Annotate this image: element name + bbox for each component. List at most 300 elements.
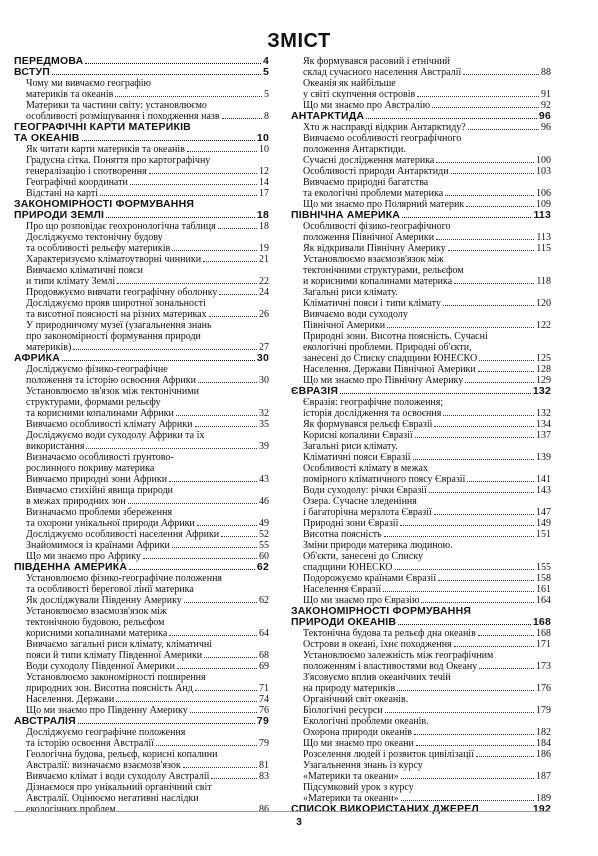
- toc-entry-text: Що ми знаємо про Євразію: [303, 595, 420, 606]
- dot-leader: [432, 107, 539, 108]
- toc-entry-text: Материки та частини світу: установлюємо: [26, 100, 207, 111]
- toc-entry-text: Про що розповідає геохронологічна таблиця: [26, 221, 216, 232]
- toc-entry-text: Біологічні ресурси: [303, 705, 383, 716]
- toc-entry-text: Вивчаємо води суходолу: [303, 309, 408, 320]
- toc-page-number: 83: [259, 771, 269, 782]
- toc-entry[interactable]: [291, 375, 551, 386]
- toc-entry-text: Визначаємо проблеми збереження: [26, 507, 173, 518]
- dot-leader: [479, 668, 534, 669]
- toc-entry[interactable]: [291, 287, 551, 298]
- toc-entry[interactable]: [291, 133, 551, 155]
- toc-page-number: 76: [259, 705, 269, 716]
- toc-page-number: 22: [259, 276, 269, 287]
- toc-page-number: 8: [264, 111, 269, 122]
- toc-entry[interactable]: [291, 749, 551, 760]
- toc-entry[interactable]: [291, 452, 551, 463]
- toc-entry-text: Хто ж насправді відкрив Антарктиду?: [303, 122, 466, 133]
- toc-entry[interactable]: [291, 485, 551, 496]
- toc-page-number: 122: [536, 320, 551, 331]
- toc-entry-text: Відстані на карті: [26, 188, 98, 199]
- toc-entry-text: Охорона природи океанів: [303, 727, 412, 738]
- dot-leader: [204, 657, 257, 658]
- page-title: ЗМІСТ: [267, 30, 331, 52]
- dot-leader: [156, 745, 257, 746]
- toc-entry[interactable]: [291, 331, 551, 364]
- toc-page-number: 103: [536, 166, 551, 177]
- toc-entry-text: Океанія як найбільше: [303, 78, 396, 89]
- toc-page-number: 10: [259, 144, 269, 155]
- toc-entry-text: рослинного покриву материка: [26, 463, 155, 474]
- toc-entry-text: Особливості природи Антарктиди: [303, 166, 449, 177]
- toc-entry-text: Що ми знаємо про Північну Америку: [303, 375, 464, 386]
- dot-leader: [190, 712, 257, 713]
- dot-leader: [115, 96, 262, 97]
- toc-entry-text: Географічні координати: [26, 177, 128, 188]
- toc-entry-text: корисними копалинами материка: [26, 628, 168, 639]
- dot-leader: [467, 481, 534, 482]
- dot-leader: [183, 767, 257, 768]
- toc-entry[interactable]: [291, 573, 551, 584]
- toc-page-number: 173: [536, 661, 551, 672]
- toc-entry[interactable]: [291, 782, 551, 804]
- toc-entry-text: Австралії. Оцінюємо негативні наслідки: [26, 793, 199, 804]
- toc-entry-text: Досліджуємо фізико-географічне: [26, 364, 168, 375]
- toc-entry[interactable]: [291, 441, 551, 452]
- toc-entry-text: Екологічні проблеми океанів.: [303, 716, 429, 727]
- toc-page-number: 139: [536, 452, 551, 463]
- toc-entry-text: СПИСОК ВИКОРИСТАНИХ ДЖЕРЕЛ: [291, 804, 480, 815]
- toc-page-number: 14: [259, 177, 269, 188]
- toc-entry-text: Особливості фізико-географічного: [303, 221, 451, 232]
- toc-page-number: 179: [536, 705, 551, 716]
- toc-entry[interactable]: [291, 727, 551, 738]
- toc-entry-text: У природничому музеї (узагальнення знань: [26, 320, 212, 331]
- dot-leader: [385, 712, 534, 713]
- toc-section-heading[interactable]: [291, 210, 551, 221]
- toc-entry[interactable]: [291, 529, 551, 540]
- toc-entry[interactable]: [14, 78, 269, 100]
- dot-leader: [197, 525, 257, 526]
- toc-entry[interactable]: [14, 320, 269, 353]
- toc-section-heading[interactable]: [14, 562, 269, 573]
- toc-entry-text: положення та історію освоєння Африки: [26, 375, 196, 386]
- toc-entry-text: Як формувався расовий і етнічний: [303, 56, 451, 67]
- toc-page-number: 19: [259, 243, 269, 254]
- toc-entry-text: Особливості клімату в межах: [303, 463, 428, 474]
- toc-section-heading[interactable]: [14, 67, 269, 78]
- toc-page-number: 18: [259, 221, 269, 232]
- toc-entry-text: та екологічні проблеми материка: [303, 188, 444, 199]
- toc-page-number: 141: [536, 474, 551, 485]
- toc-entry[interactable]: [291, 199, 551, 210]
- toc-entry[interactable]: [14, 144, 269, 155]
- toc-entry-text: положенням і властивостями вод Океану: [303, 661, 478, 672]
- toc-entry[interactable]: [291, 397, 551, 419]
- toc-entry[interactable]: [291, 518, 551, 529]
- toc-entry-text: Установлюємо залежність між географічним: [303, 650, 494, 661]
- dot-leader: [195, 426, 258, 427]
- toc-page-number: 132: [532, 385, 551, 397]
- toc-page-number: 125: [536, 353, 551, 364]
- toc-page-number: 32: [259, 408, 269, 419]
- toc-section-heading[interactable]: [14, 353, 269, 364]
- toc-page-number: 158: [536, 573, 551, 584]
- toc-entry-text: Що ми знаємо про Африку: [26, 551, 141, 562]
- toc-entry[interactable]: [291, 243, 551, 254]
- toc-page-number: 35: [259, 419, 269, 430]
- dot-leader: [478, 371, 534, 372]
- dot-leader: [478, 635, 534, 636]
- dot-leader: [116, 701, 257, 702]
- toc-entry[interactable]: [14, 474, 269, 485]
- toc-page-number: 137: [536, 430, 551, 441]
- dot-leader: [434, 514, 534, 515]
- toc-entry-text: у світі скупчення островів: [303, 89, 416, 100]
- toc-entry-text: Установлюємо фізико-географічне положення: [26, 573, 223, 584]
- toc-section-heading[interactable]: [14, 199, 269, 221]
- toc-page-number: 155: [536, 562, 551, 573]
- toc-entry[interactable]: [14, 540, 269, 551]
- toc-entry-text: про закономірності формування природи: [26, 331, 201, 342]
- dot-leader: [86, 448, 257, 449]
- toc-entry[interactable]: [291, 56, 551, 78]
- toc-entry-text: та особливості берегової лінії материка: [26, 584, 194, 595]
- dot-leader: [106, 217, 255, 218]
- toc-page-number: 5: [262, 66, 269, 78]
- dot-leader: [130, 184, 257, 185]
- toc-entry[interactable]: [14, 265, 269, 287]
- toc-entry-text: Що ми знаємо про океани: [303, 738, 414, 749]
- dot-leader: [129, 569, 255, 570]
- toc-entry[interactable]: [291, 122, 551, 133]
- toc-entry[interactable]: [291, 716, 551, 727]
- toc-entry[interactable]: [14, 386, 269, 419]
- toc-entry[interactable]: [14, 595, 269, 606]
- toc-entry-text: Озера. Сучасне зледеніння: [303, 496, 417, 507]
- toc-page-number: 106: [536, 188, 551, 199]
- toc-entry[interactable]: [291, 298, 551, 309]
- toc-entry-text: ЄВРАЗІЯ: [291, 386, 339, 397]
- toc-entry-text: ПІВДЕННА АМЕРИКА: [14, 562, 128, 573]
- toc-entry[interactable]: [291, 496, 551, 518]
- toc-entry-text: особливості розміщування і походження назв: [26, 111, 220, 122]
- toc-entry-text: АФРИКА: [14, 353, 61, 364]
- toc-entry[interactable]: [14, 177, 269, 188]
- toc-entry-text: материків): [26, 342, 72, 353]
- dot-leader: [169, 481, 257, 482]
- dot-leader: [62, 360, 255, 361]
- toc-entry-text: в межах природних зон: [26, 496, 126, 507]
- toc-entry[interactable]: [291, 166, 551, 177]
- dot-leader: [117, 283, 257, 284]
- dot-leader: [416, 745, 534, 746]
- toc-entry-text: Як досліджували Південну Америку: [26, 595, 182, 606]
- toc-entry[interactable]: [291, 628, 551, 639]
- toc-entry-text: Кліматичні пояси і типи клімату: [303, 298, 441, 309]
- toc-page-number: 147: [536, 507, 551, 518]
- toc-entry[interactable]: [14, 573, 269, 595]
- toc-section-heading[interactable]: [14, 716, 269, 727]
- toc-entry-text: положення Антарктиди.: [303, 144, 406, 155]
- dot-leader: [402, 217, 531, 218]
- dot-leader: [476, 756, 534, 757]
- toc-section-heading[interactable]: [291, 111, 551, 122]
- toc-page-number: 62: [256, 561, 269, 573]
- toc-entry-text: Населення. Держави Північної Америки: [303, 364, 476, 375]
- toc-entry-text: Характеризуємо кліматоутворні чинники: [26, 254, 202, 265]
- toc-entry-text: ВСТУП: [14, 67, 50, 78]
- toc-entry[interactable]: [14, 507, 269, 529]
- toc-entry[interactable]: [14, 155, 269, 166]
- toc-page-number: 5: [264, 89, 269, 100]
- dot-leader: [340, 393, 531, 394]
- toc-entry-text: Досліджуємо тектонічну будову: [26, 232, 163, 243]
- toc-page-number: 52: [259, 529, 269, 540]
- dot-leader: [400, 525, 534, 526]
- dot-leader: [454, 283, 534, 284]
- dot-leader: [221, 536, 257, 537]
- toc-entry-text: Узагальнення знань із курсу: [303, 760, 423, 771]
- dot-leader: [401, 800, 534, 801]
- dot-leader: [177, 668, 257, 669]
- toc-page-number: 26: [259, 309, 269, 320]
- toc-entry[interactable]: [291, 78, 551, 100]
- dot-leader: [128, 503, 257, 504]
- toc-page-number: 171: [536, 639, 551, 650]
- toc-entry[interactable]: [291, 540, 551, 573]
- dot-leader: [82, 140, 255, 141]
- dot-leader: [417, 96, 539, 97]
- toc-entry-text: Євразія: географічне положення;: [303, 397, 444, 408]
- dot-leader: [448, 250, 535, 251]
- toc-entry[interactable]: [291, 177, 551, 199]
- dot-leader: [78, 723, 255, 724]
- toc-entry[interactable]: [14, 672, 269, 694]
- toc-entry-text: Досліджуємо води суходолу Африки та їх: [26, 430, 205, 441]
- toc-entry[interactable]: [291, 760, 551, 782]
- toc-entry-text: Висотна поясність: [303, 529, 382, 540]
- dot-leader: [397, 690, 534, 691]
- toc-entry[interactable]: [14, 452, 269, 474]
- toc-entry-text: положення Північної Америки: [303, 232, 435, 243]
- toc-page-number: 161: [536, 584, 551, 595]
- toc-section-heading[interactable]: [291, 386, 551, 397]
- toc-entry[interactable]: [291, 430, 551, 441]
- toc-page-number: 128: [536, 364, 551, 375]
- dot-leader: [451, 173, 534, 174]
- toc-entry-text: и корисними копалинами материка: [303, 276, 453, 287]
- toc-entry-text: Об'єкти, занесені до Списку: [303, 551, 424, 562]
- toc-page-number: 60: [259, 551, 269, 562]
- toc-page-number: 96: [538, 110, 551, 122]
- toc-entry[interactable]: [291, 221, 551, 243]
- toc-entry-text: Установлюємо взаємозв'язок між: [303, 254, 444, 265]
- toc-page-number: 187: [536, 771, 551, 782]
- toc-entry[interactable]: [14, 639, 269, 661]
- toc-entry-text: Острови в океані, їхнє походження: [303, 639, 452, 650]
- toc-entry[interactable]: [14, 661, 269, 672]
- toc-entry-text: Вивчаємо природні багатства: [303, 177, 429, 188]
- toc-entry[interactable]: [291, 650, 551, 672]
- toc-entry[interactable]: [14, 254, 269, 265]
- toc-entry[interactable]: [14, 232, 269, 254]
- toc-entry-text: Північної Америки: [303, 320, 386, 331]
- toc-entry-text: ПЕРЕДМОВА: [14, 56, 84, 67]
- toc-entry-text: та охорони унікальної природи Африки: [26, 518, 195, 529]
- toc-page-number: 192: [532, 803, 551, 815]
- toc-page-number: 39: [259, 441, 269, 452]
- toc-entry[interactable]: [291, 463, 551, 485]
- toc-entry[interactable]: [291, 309, 551, 331]
- dot-leader: [413, 459, 534, 460]
- toc-entry[interactable]: [14, 364, 269, 386]
- toc-entry[interactable]: [14, 298, 269, 320]
- toc-entry-text: Що ми знаємо про Південну Америку: [26, 705, 188, 716]
- toc-entry[interactable]: [14, 529, 269, 540]
- toc-section-heading[interactable]: [14, 56, 269, 67]
- toc-page-number: 186: [536, 749, 551, 760]
- dot-leader: [184, 602, 257, 603]
- dot-leader: [172, 547, 257, 548]
- toc-entry-text: спадщини ЮНЕСКО: [303, 562, 393, 573]
- dot-leader: [209, 316, 257, 317]
- toc-entry[interactable]: [14, 485, 269, 507]
- toc-page-number: 24: [259, 287, 269, 298]
- toc-page-number: 55: [259, 540, 269, 551]
- toc-page-number: 134: [536, 419, 551, 430]
- dot-leader: [421, 602, 534, 603]
- toc-page-number: 182: [536, 727, 551, 738]
- dot-leader: [198, 382, 257, 383]
- toc-entry-text: Подорожуємо країнами Євразії: [303, 573, 437, 584]
- toc-entry-text: Чому ми вивчаємо географію: [26, 78, 151, 89]
- dot-leader: [211, 778, 257, 779]
- toc-entry-text: ТА ОКЕАНІВ: [14, 133, 80, 144]
- toc-entry-text: Установлюємо взаємозв'язок між: [26, 606, 167, 617]
- dot-leader: [383, 591, 534, 592]
- toc-entry-text: Кліматичні пояси Євразії: [303, 452, 411, 463]
- toc-entry[interactable]: [14, 221, 269, 232]
- toc-entry[interactable]: [14, 749, 269, 771]
- toc-page-number: 184: [536, 738, 551, 749]
- toc-entry-text: тектонічною будовою, рельєфом: [26, 617, 165, 628]
- toc-page-number: 168: [536, 628, 551, 639]
- toc-entry-text: Австралії: визначаємо взаємозв'язок: [26, 760, 181, 771]
- toc-entry-text: Вивчаємо загальні риси клімату, кліматичні: [26, 639, 213, 650]
- toc-entry-text: Підсумковий урок з курсу: [303, 782, 414, 793]
- dot-leader: [466, 206, 534, 207]
- toc-entry[interactable]: [14, 419, 269, 430]
- toc-entry-text: Тектонічна будова та рельєф дна океанів: [303, 628, 476, 639]
- toc-entry[interactable]: [291, 705, 551, 716]
- toc-entry-text: Корисні копалини Євразії: [303, 430, 413, 441]
- dot-leader: [434, 426, 534, 427]
- toc-entry[interactable]: [14, 100, 269, 122]
- toc-entry-text: Розселення людей і розвиток цивілізації: [303, 749, 474, 760]
- toc-entry-text: і багаторічна мерзлота Євразії: [303, 507, 432, 518]
- dot-leader: [195, 690, 257, 691]
- toc-entry-text: Досліджуємо особливості населення Африки: [26, 529, 220, 540]
- dot-leader: [143, 558, 257, 559]
- toc-entry[interactable]: [14, 771, 269, 782]
- toc-entry-text: помірного кліматичного поясу Євразії: [303, 474, 466, 485]
- toc-entry-text: Природні зони Євразії: [303, 518, 399, 529]
- toc-section-heading[interactable]: [291, 606, 551, 628]
- toc-entry-text: Води суходолу Південної Америки: [26, 661, 175, 672]
- toc-page-number: 113: [533, 209, 551, 221]
- toc-entry-text: и типи клімату Землі: [26, 276, 116, 287]
- dot-leader: [429, 492, 534, 493]
- toc-entry-text: Що ми знаємо про Австралію: [303, 100, 431, 111]
- toc-entry[interactable]: [14, 551, 269, 562]
- toc-entry-text: ПІВНІЧНА АМЕРИКА: [291, 210, 401, 221]
- dot-leader: [436, 162, 534, 163]
- toc-entry[interactable]: [291, 155, 551, 166]
- toc-entry-text: АНТАРКТИДА: [291, 111, 365, 122]
- toc-page-number: 49: [259, 518, 269, 529]
- toc-page-number: 46: [259, 496, 269, 507]
- toc-entry[interactable]: [291, 584, 551, 595]
- dot-leader: [463, 74, 539, 75]
- toc-entry[interactable]: [291, 738, 551, 749]
- dot-leader: [218, 228, 257, 229]
- dot-leader: [222, 118, 262, 119]
- toc-section-heading[interactable]: [14, 122, 269, 144]
- toc-page-number: 92: [541, 100, 551, 111]
- toc-entry[interactable]: [291, 694, 551, 705]
- toc-entry[interactable]: [291, 364, 551, 375]
- dot-leader: [366, 118, 537, 119]
- toc-entry-text: З'ясовуємо вплив океанічних течій: [303, 672, 451, 683]
- toc-entry[interactable]: [14, 727, 269, 749]
- toc-entry[interactable]: [291, 419, 551, 430]
- toc-entry[interactable]: [14, 166, 269, 177]
- toc-page-number: 149: [536, 518, 551, 529]
- toc-entry-text: Населення Євразії: [303, 584, 382, 595]
- dot-leader: [479, 360, 534, 361]
- toc-page-number: 81: [259, 760, 269, 771]
- toc-entry-text: Продовжуємо вивчати географічну оболонку: [26, 287, 218, 298]
- dot-leader: [176, 415, 257, 416]
- toc-page-number: 151: [536, 529, 551, 540]
- toc-entry-text: Органічний світ океанів.: [303, 694, 409, 705]
- toc-page-number: 164: [536, 595, 551, 606]
- toc-entry[interactable]: [14, 705, 269, 716]
- toc-entry-text: Дізнаємося про унікальний органічний світ: [26, 782, 212, 793]
- toc-entry-text: та особливості рельєфу материків: [26, 243, 171, 254]
- toc-entry[interactable]: [291, 639, 551, 650]
- toc-page-number: 79: [256, 715, 269, 727]
- toc-page-number: 12: [259, 166, 269, 177]
- toc-entry[interactable]: [14, 287, 269, 298]
- toc-entry[interactable]: [14, 606, 269, 639]
- toc-entry[interactable]: [291, 672, 551, 694]
- toc-entry-text: Геологічна будова, рельєф, корисні копалини: [26, 749, 218, 760]
- toc-page-number: 86: [259, 804, 269, 815]
- toc-page-number: 168: [532, 616, 551, 628]
- toc-entry[interactable]: [14, 430, 269, 452]
- dot-leader: [415, 437, 534, 438]
- toc-entry[interactable]: [291, 100, 551, 111]
- toc-entry[interactable]: [291, 254, 551, 287]
- toc-page-number: 21: [259, 254, 269, 265]
- toc-page-number: 189: [536, 793, 551, 804]
- toc-section-heading[interactable]: [291, 804, 551, 815]
- toc-entry-text: Досліджуємо прояв широтної зональності: [26, 298, 206, 309]
- toc-entry-text: Природні зони. Висотна поясність. Сучасні: [303, 331, 488, 342]
- toc-entry[interactable]: [14, 694, 269, 705]
- toc-right-column: [291, 56, 551, 815]
